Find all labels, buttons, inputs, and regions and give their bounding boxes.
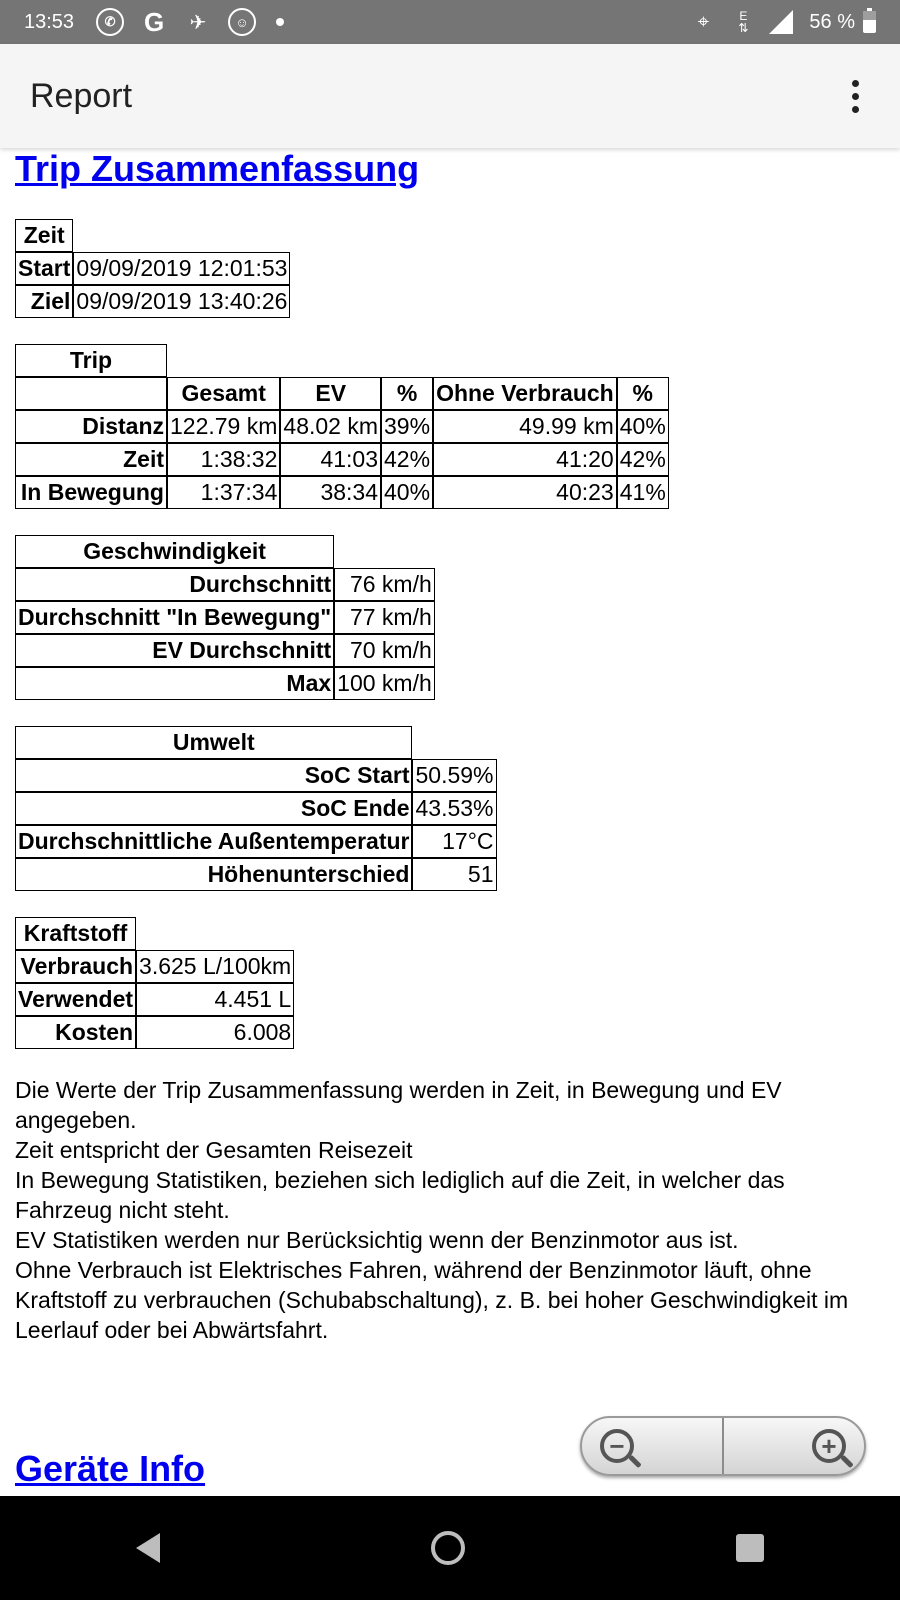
bird-icon: ✈ (189, 11, 207, 34)
table-cell: 42% (381, 443, 433, 476)
row-label: SoC Start (15, 759, 412, 792)
time-end-value: 09/09/2019 13:40:26 (73, 285, 290, 318)
fuel-table (15, 917, 294, 1049)
row-label: Höhenunterschied (15, 858, 412, 891)
google-icon: G (143, 6, 165, 37)
speed-table-header: Geschwindigkeit (15, 535, 334, 568)
table-cell: 40% (617, 410, 669, 443)
table-row (15, 252, 290, 285)
table-row (15, 285, 290, 318)
column-header: EV (280, 377, 381, 410)
column-header: % (381, 377, 433, 410)
table-cell: 3.625 L/100km (136, 950, 294, 983)
table-cell: 76 km/h (334, 568, 435, 601)
table-cell: 6.008 (136, 1016, 294, 1049)
speed-table (15, 535, 435, 700)
row-label: Durchschnitt "In Bewegung" (15, 601, 334, 634)
row-label: Verwendet (15, 983, 136, 1016)
recent-apps-icon[interactable] (736, 1534, 764, 1562)
row-label: Kosten (15, 1016, 136, 1049)
table-cell: 48.02 km (280, 410, 381, 443)
description-line: Zeit entspricht der Gesamten Reisezeit (15, 1137, 413, 1163)
overflow-menu-button[interactable] (840, 66, 870, 126)
location-icon: ⌖ (697, 10, 710, 33)
column-header: Gesamt (167, 377, 280, 410)
column-header: % (617, 377, 669, 410)
table-cell: 77 km/h (334, 601, 435, 634)
table-cell: 100 km/h (334, 667, 435, 700)
table-row (15, 476, 669, 509)
signal-icon (769, 10, 793, 34)
trip-table-header: Trip (15, 344, 167, 377)
table-cell: 4.451 L (136, 983, 294, 1016)
table-row (15, 858, 497, 891)
time-end-label: Ziel (15, 285, 73, 318)
table-row (15, 601, 435, 634)
table-cell: 122.79 km (167, 410, 280, 443)
table-cell: 43.53% (412, 792, 496, 825)
trip-summary-description (15, 1075, 885, 1345)
table-row (15, 759, 497, 792)
table-header-row (15, 377, 669, 410)
description-line: In Bewegung Statistiken, beziehen sich lediglich auf die Zeit, in welcher das Fahrzeug nicht steht. (15, 1167, 785, 1223)
battery-percent: 56 % (809, 10, 855, 33)
whatsapp-icon: ✆ (96, 8, 124, 36)
app-icon: ☺ (228, 8, 256, 36)
row-label: Distanz (15, 410, 167, 443)
table-cell: 70 km/h (334, 634, 435, 667)
table-row (15, 568, 435, 601)
table-cell: 50.59% (412, 759, 496, 792)
table-cell: 17°C (412, 825, 496, 858)
table-row (15, 634, 435, 667)
home-icon[interactable] (431, 1531, 465, 1565)
table-row (15, 950, 294, 983)
table-cell: 51 (412, 858, 496, 891)
zoom-in-icon: + (812, 1429, 846, 1463)
table-row (15, 1016, 294, 1049)
row-label: Verbrauch (15, 950, 136, 983)
app-bar (0, 44, 900, 148)
table-row (15, 792, 497, 825)
table-cell: 41% (617, 476, 669, 509)
environment-table-header: Umwelt (15, 726, 412, 759)
data-arrows-icon: E ⇅ (738, 9, 749, 35)
page-title: Report (30, 76, 133, 115)
table-row (15, 410, 669, 443)
trip-summary-heading[interactable]: Trip Zusammenfassung (15, 148, 420, 189)
navigation-bar (0, 1496, 900, 1600)
table-cell: 49.99 km (433, 410, 617, 443)
table-row (15, 825, 497, 858)
table-row (15, 443, 669, 476)
trip-corner-cell (15, 377, 167, 410)
battery-icon (863, 11, 876, 33)
time-table (15, 219, 290, 318)
table-cell: 38:34 (280, 476, 381, 509)
table-cell: 41:03 (280, 443, 381, 476)
table-cell: 40:23 (433, 476, 617, 509)
row-label: Durchschnitt (15, 568, 334, 601)
row-label: In Bewegung (15, 476, 167, 509)
zoom-controls (580, 1416, 866, 1476)
description-line: Ohne Verbrauch ist Elektrisches Fahren, während der Benzinmotor läuft, ohne Kraftstoff zu verbrauchen (Schubabschaltung), z. B. bei hoher Geschwindigkeit im Leerlauf oder bei Abwärtsfahrt. (15, 1257, 849, 1343)
table-row (15, 667, 435, 700)
table-cell: 41:20 (433, 443, 617, 476)
row-label: SoC Ende (15, 792, 412, 825)
report-content[interactable] (15, 148, 885, 1496)
device-info-heading[interactable]: Geräte Info (15, 1448, 206, 1489)
back-icon[interactable] (136, 1533, 160, 1563)
status-time: 13:53 (24, 10, 75, 33)
more-notifications-icon (276, 18, 284, 26)
column-header: Ohne Verbrauch (433, 377, 617, 410)
table-row (15, 983, 294, 1016)
description-line: EV Statistiken werden nur Berücksichtig wenn der Benzinmotor aus ist. (15, 1227, 739, 1253)
environment-table (15, 726, 497, 891)
trip-table (15, 344, 669, 509)
table-cell: 40% (381, 476, 433, 509)
zoom-out-icon: − (600, 1429, 634, 1463)
table-cell: 42% (617, 443, 669, 476)
table-cell: 1:38:32 (167, 443, 280, 476)
row-label: Zeit (15, 443, 167, 476)
zoom-in-button[interactable] (724, 1418, 864, 1474)
zoom-out-button[interactable] (582, 1418, 724, 1474)
network-type-label: E (739, 9, 748, 23)
row-label: EV Durchschnitt (15, 634, 334, 667)
row-label: Max (15, 667, 334, 700)
time-start-label: Start (15, 252, 73, 285)
row-label: Durchschnittliche Außentemperatur (15, 825, 412, 858)
table-cell: 39% (381, 410, 433, 443)
description-line: Die Werte der Trip Zusammenfassung werden in Zeit, in Bewegung und EV angegeben. (15, 1077, 782, 1133)
table-cell: 1:37:34 (167, 476, 280, 509)
fuel-table-header: Kraftstoff (15, 917, 136, 950)
more-vert-icon (852, 80, 859, 87)
status-bar (0, 0, 900, 44)
time-start-value: 09/09/2019 12:01:53 (73, 252, 290, 285)
time-table-header: Zeit (15, 219, 73, 252)
